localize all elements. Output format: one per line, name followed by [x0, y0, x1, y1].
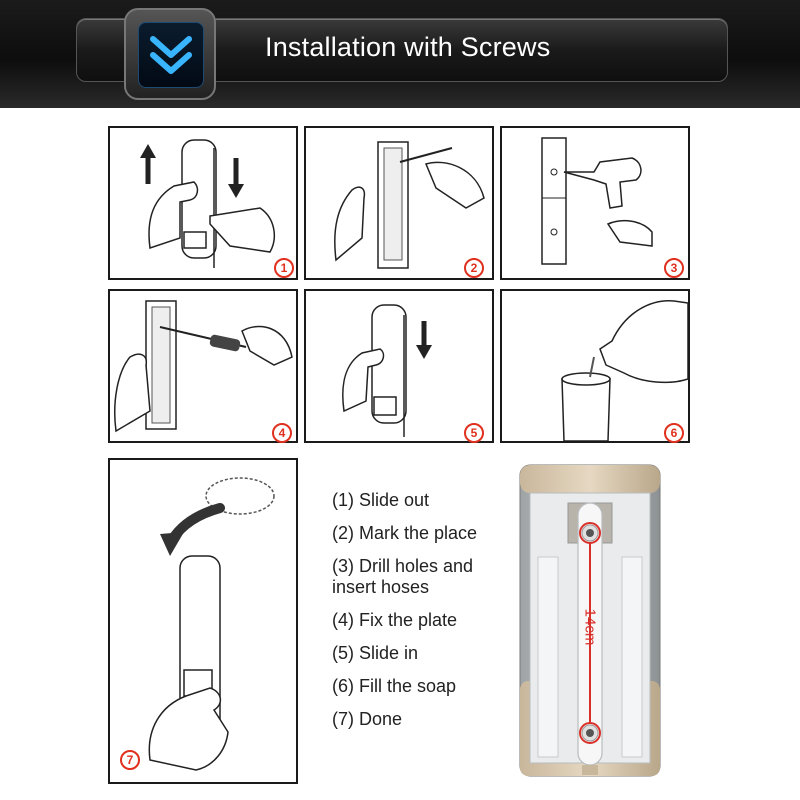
drill-holes-illustration — [502, 128, 688, 278]
step-number-badge: 5 — [464, 423, 484, 443]
list-item: (4) Fix the plate — [332, 610, 458, 630]
step-panel-2 — [304, 126, 494, 280]
list-item: (7) Done — [332, 709, 403, 729]
mark-place-illustration — [306, 128, 492, 278]
list-item: (6) Fill the soap — [332, 676, 457, 696]
step-panel-7 — [108, 458, 298, 784]
step-panel-4 — [108, 289, 298, 443]
list-item: (3) Drill holes and insert hoses — [332, 556, 474, 597]
slide-out-illustration — [110, 128, 296, 278]
step-number-badge: 1 — [274, 258, 294, 278]
slide-in-illustration — [306, 291, 492, 441]
fill-soap-illustration — [502, 291, 688, 441]
step-number-badge: 6 — [664, 423, 684, 443]
done-illustration — [110, 460, 296, 782]
step-panel-1 — [108, 126, 298, 280]
steps-list — [332, 490, 522, 742]
list-item: (5) Slide in — [332, 643, 419, 663]
measurement-label: 14cm — [581, 608, 599, 646]
step-number-badge: 2 — [464, 258, 484, 278]
step-number-badge: 7 — [120, 750, 140, 770]
step-number-badge: 3 — [664, 258, 684, 278]
list-item: (1) Slide out — [332, 490, 430, 510]
header-badge — [124, 8, 216, 100]
list-item: (2) Mark the place — [332, 523, 478, 543]
step-number-badge: 4 — [272, 423, 292, 443]
product-back-photo — [518, 463, 662, 778]
double-chevron-down-icon — [138, 22, 204, 88]
fix-plate-illustration — [110, 291, 296, 441]
step-panel-5 — [304, 289, 494, 443]
page-title: Installation with Screws — [265, 32, 551, 62]
step-panel-3 — [500, 126, 690, 280]
header-banner — [0, 0, 800, 108]
step-panel-6 — [500, 289, 690, 443]
